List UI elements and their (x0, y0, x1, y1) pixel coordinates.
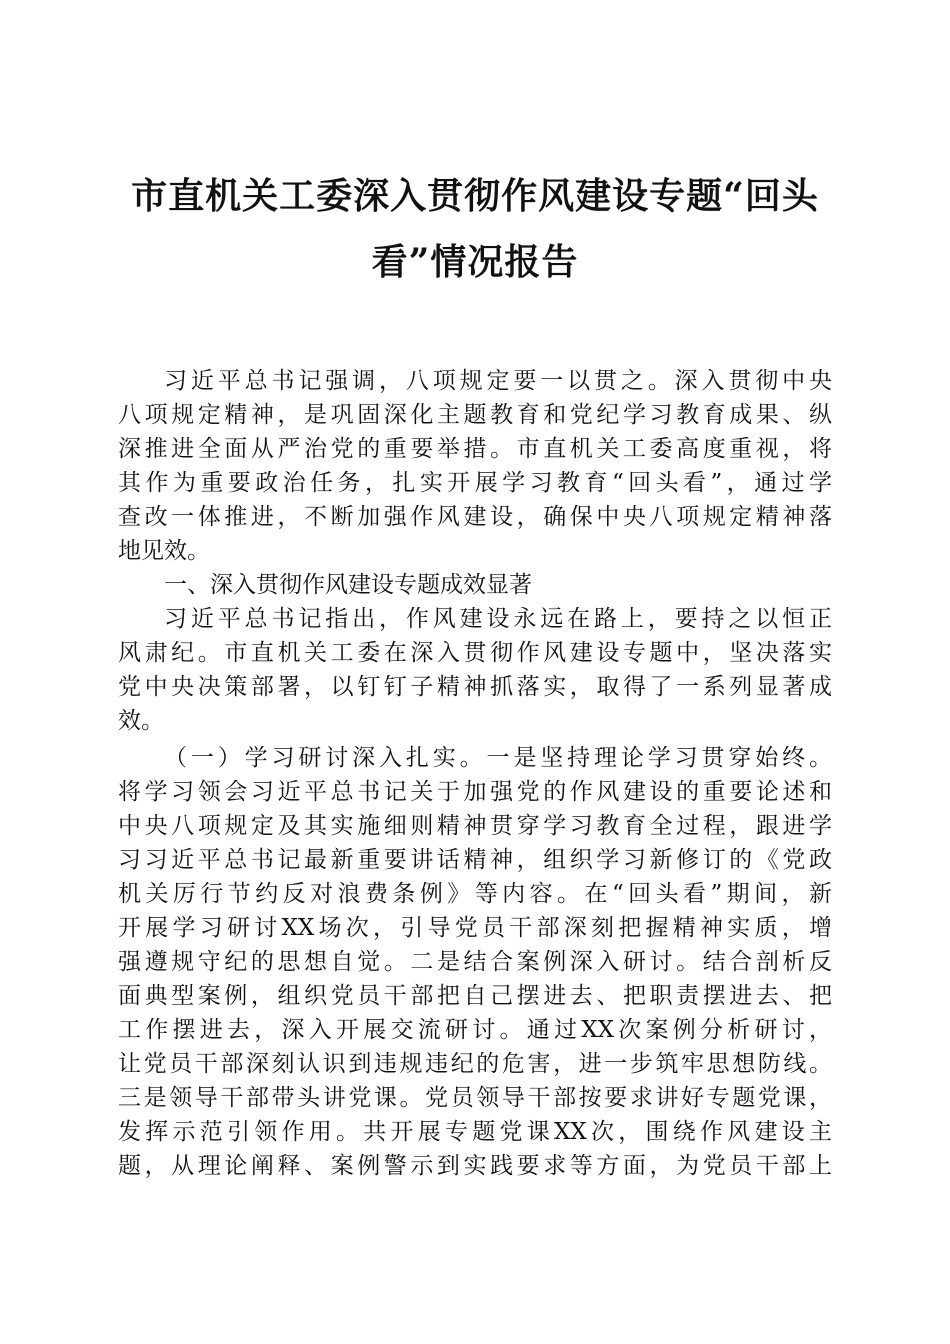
paragraph-line: 发挥示范引领作用。共开展专题党课XX次，围绕作风建设主 (118, 1119, 832, 1145)
paragraph-line: 面典型案例，组织党员干部把自己摆进去、把职责摆进去、把 (118, 983, 832, 1009)
paragraph-line: 题，从理论阐释、案例警示到实践要求等方面，为党员干部上 (118, 1153, 832, 1179)
paragraph-line: 查改一体推进，不断加强作风建设，确保中央八项规定精神落 (118, 504, 832, 530)
paragraph-line: 习近平总书记指出，作风建设永远在路上，要持之以恒正 (164, 606, 832, 632)
paragraph-line: 八项规定精神，是巩固深化主题教育和党纪学习教育成果、纵 (118, 402, 832, 428)
section-heading: 一、深入贯彻作风建设专题成效显著 (164, 572, 532, 598)
paragraph-line: 机关厉行节约反对浪费条例》等内容。在“回头看”期间，新 (118, 881, 832, 907)
paragraph-line: 党中央决策部署，以钉钉子精神抓落实，取得了一系列显著成 (118, 674, 832, 700)
paragraph-line: 三是领导干部带头讲党课。党员领导干部按要求讲好专题党课， (118, 1085, 832, 1111)
paragraph-line: 效。 (118, 708, 164, 734)
paragraph-line: 强遵规守纪的思想自觉。二是结合案例深入研讨。结合剖析反 (118, 949, 832, 975)
paragraph-line: 让党员干部深刻认识到违规违纪的危害，进一步筑牢思想防线。 (118, 1051, 832, 1077)
paragraph-line: 地见效。 (118, 538, 210, 564)
document-title-line-2: 看”情况报告 (371, 241, 579, 283)
paragraph-line: 习近平总书记强调，八项规定要一以贯之。深入贯彻中央 (164, 368, 832, 394)
paragraph-line: 其作为重要政治任务，扎实开展学习教育“回头看”，通过学 (118, 470, 832, 496)
document-title-line-1: 市直机关工委深入贯彻作风建设专题“回头 (131, 175, 819, 217)
paragraph-line: 工作摆进去，深入开展交流研讨。通过XX次案例分析研讨， (118, 1017, 832, 1043)
paragraph-line: 将学习领会习近平总书记关于加强党的作风建设的重要论述和 (118, 779, 832, 805)
paragraph-line: 开展学习研讨XX场次，引导党员干部深刻把握精神实质，增 (118, 915, 832, 941)
paragraph-line: 深推进全面从严治党的重要举措。市直机关工委高度重视，将 (118, 436, 832, 462)
paragraph-line: 风肃纪。市直机关工委在深入贯彻作风建设专题中，坚决落实 (118, 640, 832, 666)
subsection-lead-line: （一）学习研讨深入扎实。一是坚持理论学习贯穿始终。 (164, 745, 832, 771)
paragraph-line: 习习近平总书记最新重要讲话精神，组织学习新修订的《党政 (118, 847, 832, 873)
paragraph-line: 中央八项规定及其实施细则精神贯穿学习教育全过程，跟进学 (118, 813, 832, 839)
